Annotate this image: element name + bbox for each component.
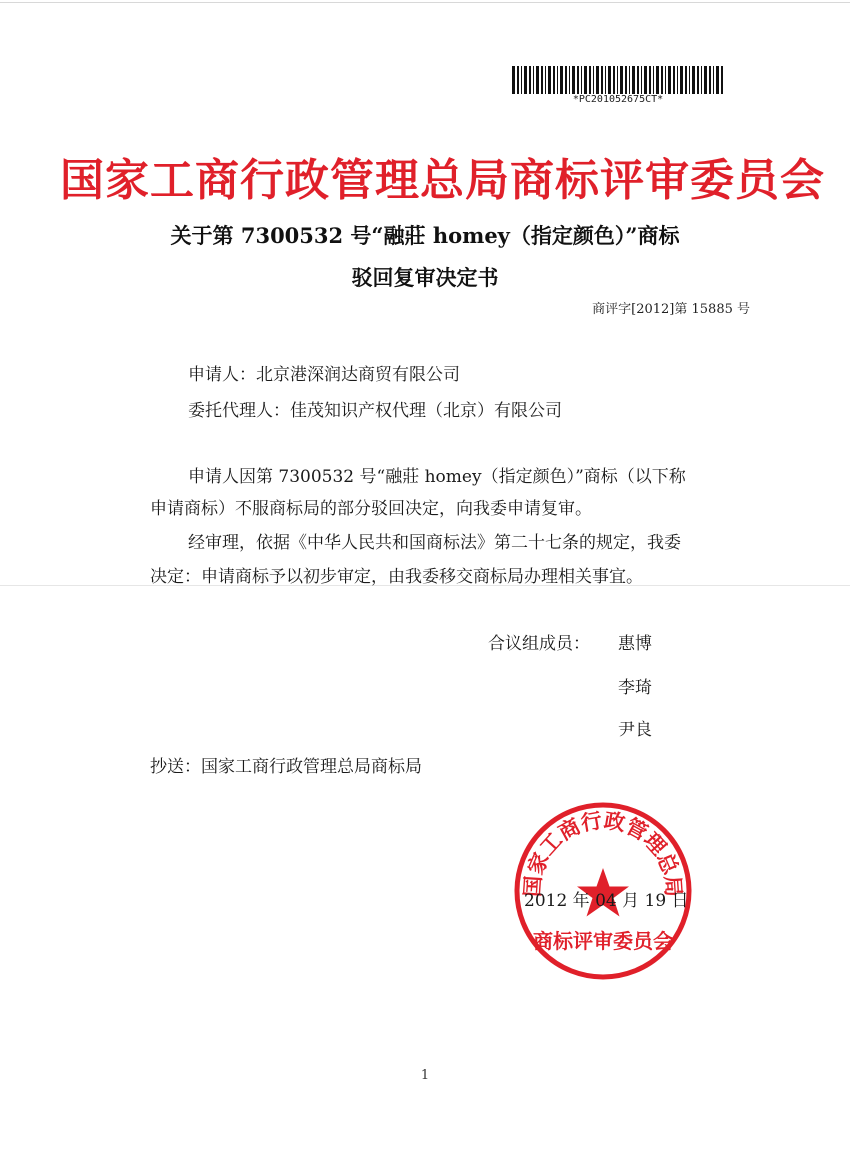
doc-number: 商评字[2012]第 15885 号 [592,302,750,317]
page-number: 1 [420,1068,430,1083]
applicant-line: 申请人：北京港深润达商贸有限公司 [188,365,460,385]
para1-line1: 申请人因第 7300532 号“融莊 homey（指定颜色）”商标（以下称 [188,467,686,487]
panel-label: 合议组成员： [488,634,590,654]
org-title: 国家工商行政管理总局商标评审委员会 [60,155,825,206]
agent-line: 委托代理人：佳茂知识产权代理（北京）有限公司 [188,401,562,421]
panel-member: 惠博 [618,634,652,654]
doc-title-line1: 关于第 7300532 号“融莊 homey（指定颜色）”商标 [170,223,680,248]
para1-line2: 申请商标）不服商标局的部分驳回决定，向我委申请复审。 [150,499,592,519]
panel-member: 尹良 [618,720,652,740]
para2-line1: 经审理，依据《中华人民共和国商标法》第二十七条的规定，我委 [188,533,681,553]
seal-bottom-text: 商标评审委员会 [533,929,673,953]
para2-line2: 决定：申请商标予以初步审定，由我委移交商标局办理相关事宜。 [150,567,643,587]
barcode [512,66,724,94]
seal-top-text: 国家工商行政管理总局 [520,808,686,898]
page-edge [0,2,850,3]
panel-member: 李琦 [618,678,652,698]
decision-date: 2012 年 04 月 19 日 [524,891,689,911]
barcode-text: *PC201052675CT* [572,94,664,105]
doc-title-line2: 驳回复审决定书 [351,265,499,290]
cc-line: 抄送：国家工商行政管理总局商标局 [150,757,422,777]
